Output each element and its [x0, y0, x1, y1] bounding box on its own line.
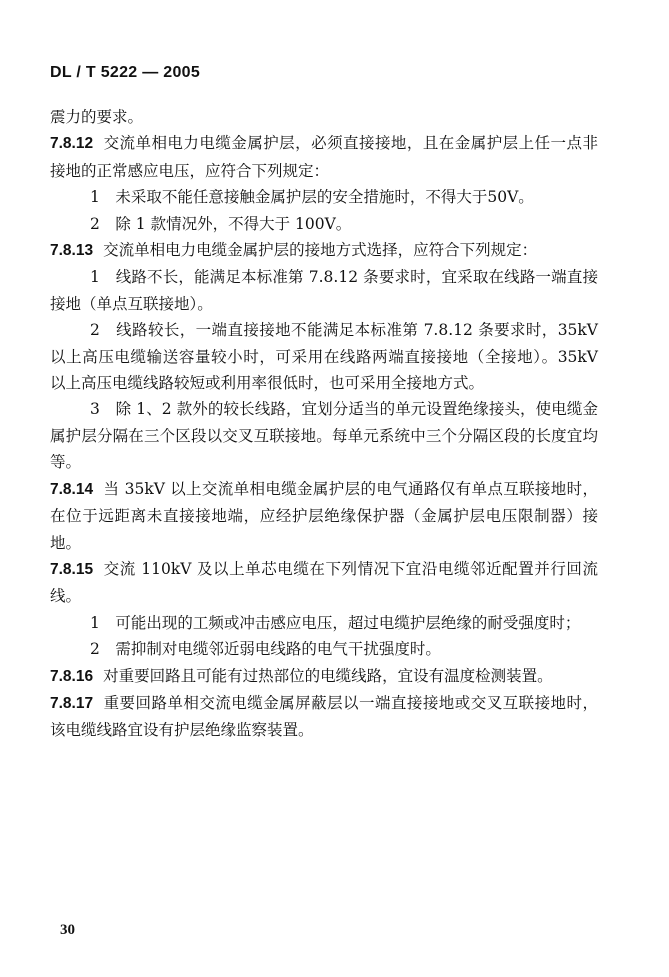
clause-text: 交流 110kV 及以上单芯电缆在下列情况下宜沿电缆邻近配置并行回流线。 [50, 559, 598, 606]
clause-text: 对重要回路且可能有过热部位的电缆线路，宜设有温度检测装置。 [103, 666, 553, 685]
clause-number: 7.8.14 [50, 480, 94, 498]
list-item [50, 184, 598, 210]
paragraph-text: 震力的要求。 [50, 108, 144, 126]
list-item [50, 211, 598, 237]
clause-7-8-13 [50, 237, 598, 264]
list-item [50, 264, 598, 317]
paragraph [50, 104, 598, 130]
page-number: 30 [60, 922, 75, 938]
document-body [50, 104, 598, 744]
item-text: 2 除 1 款情况外，不得大于 100V。 [90, 214, 352, 233]
clause-number: 7.8.16 [50, 667, 94, 685]
list-item [50, 636, 598, 662]
standard-header: DL / T 5222 — 2005 [50, 64, 201, 81]
item-text: 1 可能出现的工频或冲击感应电压，超过电缆护层绝缘的耐受强度时； [90, 613, 581, 632]
clause-number: 7.8.13 [50, 242, 94, 260]
clause-number: 7.8.15 [50, 560, 94, 578]
list-item [50, 396, 598, 475]
clause-number: 7.8.12 [50, 135, 94, 153]
clause-7-8-16 [50, 663, 598, 690]
item-text: 3 除 1、2 款外的较长线路，宜划分适当的单元设置绝缘接头，使电缆金属护层分隔在三个区段以交叉互联接地。每单元系统中三个分隔区段的长度宜均等。 [50, 400, 598, 472]
clause-text: 交流单相电力电缆金属护层，必须直接接地，且在金属护层上任一点非接地的正常感应电压，应符合下列规定： [50, 134, 598, 180]
item-text: 2 需抑制对电缆邻近弱电线路的电气干扰强度时。 [90, 640, 441, 659]
item-text: 1 未采取不能任意接触金属护层的安全措施时，不得大于50V。 [90, 188, 534, 207]
clause-text: 交流单相电力电缆金属护层的接地方式选择，应符合下列规定： [103, 241, 538, 260]
clause-7-8-12 [50, 130, 598, 184]
list-item [50, 317, 598, 396]
clause-7-8-17 [50, 690, 598, 744]
clause-text: 当 35kV 以上交流单相电缆金属护层的电气通路仅有单点互联接地时，在位于远距离未直接接地端，应经护层绝缘保护器（金属护层电压限制器）接地。 [50, 479, 598, 552]
clause-7-8-15 [50, 556, 598, 610]
clause-text: 重要回路单相交流电缆金属屏蔽层以一端直接接地或交叉互联接地时，该电缆线路宜设有护层绝缘监察装置。 [50, 693, 598, 740]
clause-7-8-14 [50, 476, 598, 556]
clause-number: 7.8.17 [50, 694, 94, 712]
item-text: 2 线路较长，一端直接接地不能满足本标准第 7.8.12 条要求时，35kV 以上高压电缆输送容量较小时，可采用在线路两端直接接地（全接地）。35kV 以上高压电缆线路较短或利用率很低时，也可采用全接地方式。 [50, 321, 598, 393]
item-text: 1 线路不长，能满足本标准第 7.8.12 条要求时，宜采取在线路一端直接接地（单点互联接地）。 [50, 268, 598, 313]
list-item [50, 610, 598, 636]
